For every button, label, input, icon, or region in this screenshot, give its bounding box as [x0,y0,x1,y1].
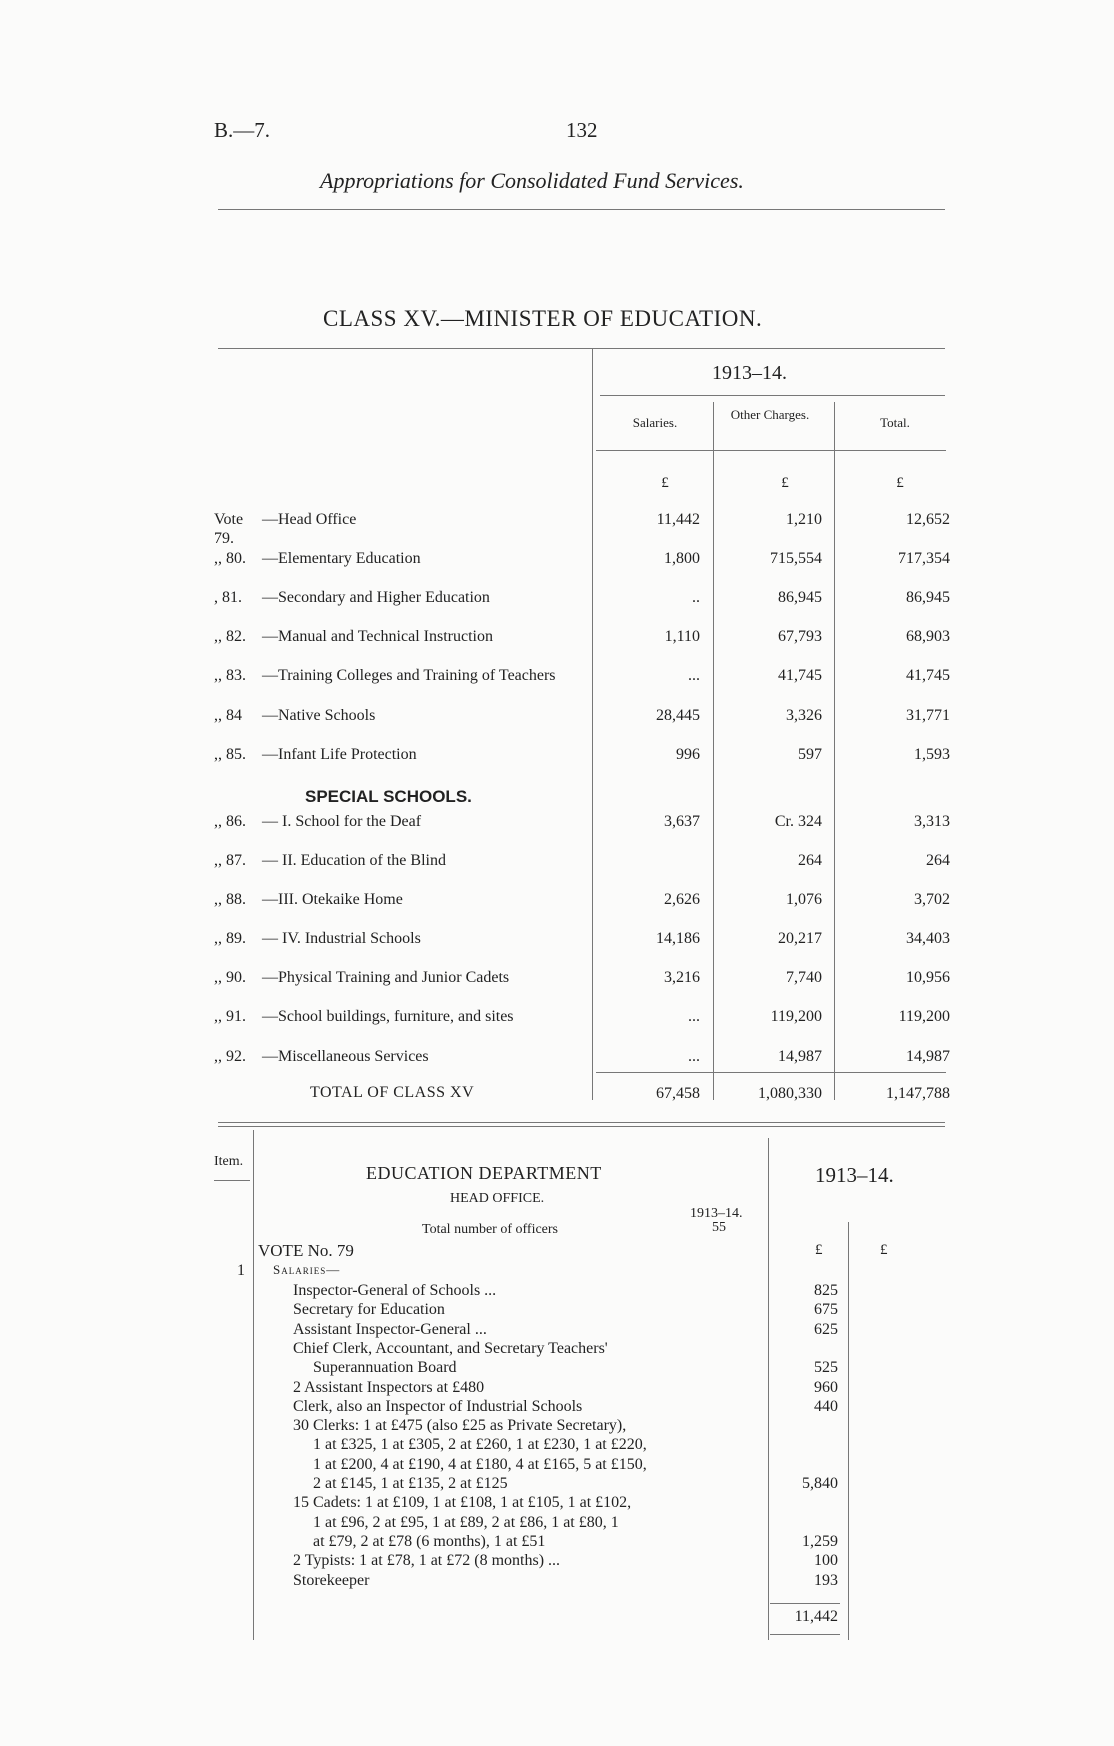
salaries-value: .. [692,589,700,606]
total-rule [596,1072,946,1073]
total-total: 1,147,788 [886,1085,950,1102]
salary-line-text: at £79, 2 at £78 (6 months), 1 at £51 [313,1532,546,1550]
page-title: Appropriations for Consolidated Fund Services. [320,168,744,193]
vote-number: Vote 79. [214,511,244,547]
total-value: 3,702 [914,891,950,908]
salary-line-text: Secretary for Education [293,1301,445,1319]
vote-label [214,706,589,725]
vote-description: —Elementary Education [262,550,421,567]
year-rule [600,395,945,396]
other-charges-value: 86,945 [778,589,822,606]
salary-line-text: Inspector-General of Schools ... [293,1282,497,1299]
total-value: 41,745 [906,667,950,684]
total-value: 68,903 [906,628,950,645]
salary-line-text: 30 Clerks: 1 at £475 (also £25 as Private Secretary), [293,1417,627,1435]
other-charges-value: 41,745 [778,667,822,684]
vote-label [214,1007,589,1026]
vote-label [214,627,589,646]
vote-label [214,510,589,548]
vote-number: ,, 80. [214,550,246,567]
vote-description: —School buildings, furniture, and sites [262,1008,514,1025]
class-title: CLASS XV.—MINISTER OF EDUCATION. [323,306,763,331]
class-table-row [0,706,1114,746]
class-table-row [0,851,1114,891]
amount-column-divider-right [848,1222,849,1640]
salary-line-text: 1 at £200, 4 at £190, 4 at £180, 4 at £165, 5 at £150, [313,1455,647,1473]
table-bottom-rule [218,1122,945,1123]
class-table-row [0,510,1114,550]
item-column-divider [253,1130,254,1640]
salaries-value: 3,637 [664,813,700,830]
other-charges-value: 14,987 [778,1048,822,1065]
total-other: 1,080,330 [758,1085,822,1102]
item-number: 1 [237,1262,245,1279]
vote-description: — I. School for the Deaf [262,813,422,830]
vote-label [214,666,589,685]
vote-label [214,851,589,870]
total-salaries: 67,458 [656,1085,700,1102]
salaries-value: 28,445 [656,707,700,724]
salary-line-text: Storekeeper [293,1571,370,1589]
vote-label [214,929,589,948]
salaries-value: ... [688,1008,700,1025]
subtotal-bottom-rule [770,1634,840,1635]
salaries-value: 3,216 [664,969,700,986]
vote-description: —III. Otekaike Home [262,891,403,908]
vote-number: ,, 89. [214,930,246,947]
salaries-value: 14,186 [656,930,700,947]
other-charges-value: 1,076 [786,891,822,908]
currency-other: £ [781,475,789,491]
vote-description: —Training Colleges and Training of Teachers [262,667,556,684]
class-table-row [0,666,1114,706]
vote-label [214,890,589,909]
vote-label [214,549,589,568]
special-schools-heading: SPECIAL SCHOOLS. [305,787,472,806]
total-value: 10,956 [906,969,950,986]
subtotal-rule [770,1603,840,1604]
vote-label [214,968,589,987]
vote-label [214,588,589,607]
item-column-header: Item. [214,1154,244,1169]
col-header-total: Total. [880,415,910,430]
salaries-value: 2,626 [664,891,700,908]
other-charges-value: 264 [798,852,822,869]
officers-year: 1913–14. [690,1206,743,1221]
vote-description: —Native Schools [262,707,376,724]
salaries-subtotal: 11,442 [794,1608,838,1625]
currency-total: £ [896,475,904,491]
vote-heading: VOTE No. 79 [258,1241,354,1260]
salary-line-amount: 440 [814,1397,838,1415]
vote-number: ,, 86. [214,813,246,830]
salaries-value: ... [688,667,700,684]
vote-description: — II. Education of the Blind [262,852,446,869]
class-table-row [0,1047,1114,1087]
other-charges-value: 67,793 [778,628,822,645]
other-charges-value: 20,217 [778,930,822,947]
vote-number: ,, 82. [214,628,246,645]
salary-line-text: Assistant Inspector-General ... [293,1320,487,1338]
vote-description: —Infant Life Protection [262,746,417,763]
officers-label: Total number of officers [422,1222,558,1237]
other-charges-value: 715,554 [770,550,822,567]
salary-line-text: 2 at £145, 1 at £135, 2 at £125 [313,1475,508,1492]
department-title: EDUCATION DEPARTMENT [366,1163,602,1183]
vote-description: —Manual and Technical Instruction [262,628,493,645]
table-year: 1913–14. [712,362,787,384]
total-value: 14,987 [906,1048,950,1065]
salary-line-text: 15 Cadets: 1 at £109, 1 at £108, 1 at £105, 1 at £102, [293,1494,632,1512]
class-table-row [0,588,1114,628]
class-table-row [0,745,1114,785]
total-value: 12,652 [906,511,950,528]
other-charges-value: 597 [798,746,822,763]
salary-line-amount: 625 [814,1320,838,1338]
document-reference: B.—7. [214,118,271,142]
salary-line-text: 1 at £325, 1 at £305, 2 at £260, 1 at £230, 1 at £220, [313,1436,647,1454]
vote-label [214,745,589,764]
salary-line-amount: 525 [814,1359,838,1377]
vote-description: — IV. Industrial Schools [262,930,421,947]
table-bottom-rule-2 [218,1126,945,1127]
class-table-row [0,929,1114,969]
vote-number: ,, 84 [214,707,242,724]
class-table-row [0,812,1114,852]
head-office-title: HEAD OFFICE. [450,1191,545,1206]
vote-number: , 81. [214,589,242,606]
salary-line-text: 2 Typists: 1 at £78, 1 at £72 (8 months) ... [293,1552,561,1570]
vote-description: —Physical Training and Junior Cadets [262,969,510,986]
col-header-salaries: Salaries. [632,415,678,430]
total-value: 264 [926,852,950,869]
vote-description: —Head Office [262,511,357,528]
other-charges-value: 3,326 [786,707,822,724]
total-value: 119,200 [898,1008,950,1025]
currency-salaries: £ [661,475,669,491]
vote-description: —Secondary and Higher Education [262,589,490,606]
dept-currency-1: £ [815,1242,823,1258]
salary-line-text: Chief Clerk, Accountant, and Secretary Teachers' [293,1339,608,1357]
salary-line-amount: 1,259 [802,1532,838,1550]
salary-line-text: 1 at £96, 2 at £95, 1 at £89, 2 at £86, 1 at £80, 1 [313,1513,619,1531]
vote-number: ,, 92. [214,1048,246,1065]
class-table-row [0,968,1114,1008]
vote-label [214,812,589,831]
salary-line-amount: 675 [814,1301,838,1319]
salaries-value: 11,442 [656,511,700,528]
vote-number: ,, 83. [214,667,246,684]
total-row [0,1084,1114,1124]
total-value: 31,771 [906,707,950,724]
salary-line-amount: 5,840 [802,1475,838,1492]
dept-currency-2: £ [880,1242,888,1258]
total-label: TOTAL OF CLASS XV [310,1084,475,1101]
col-header-rule [596,450,946,451]
total-value: 717,354 [898,550,950,567]
salaries-value: 1,800 [664,550,700,567]
salaries-value: 996 [676,746,700,763]
officers-count: 55 [712,1220,726,1235]
col-header-other: Other Charges. [730,407,810,422]
amount-column-divider-left [768,1138,769,1640]
salary-line-amount: 193 [814,1571,838,1589]
salary-line-amount: 825 [814,1282,838,1299]
other-charges-value: Cr. 324 [774,813,822,830]
class-table-row [0,1007,1114,1047]
salary-line-text: 2 Assistant Inspectors at £480 [293,1378,485,1396]
salaries-value: 1,110 [664,628,700,645]
salary-line-amount: 960 [814,1378,838,1396]
salary-line-text: Superannuation Board [313,1359,457,1377]
total-value: 34,403 [906,930,950,947]
total-value: 86,945 [906,589,950,606]
class-table-row [0,890,1114,930]
class-table-row [0,627,1114,667]
vote-number: ,, 87. [214,852,246,869]
class-table-row [0,549,1114,589]
salaries-value: ... [688,1048,700,1065]
table-top-rule [218,348,945,349]
vote-number: ,, 90. [214,969,246,986]
header-rule [218,209,945,210]
salaries-heading: Salaries— [273,1262,341,1277]
item-header-rule [214,1180,250,1181]
vote-label [214,1047,589,1066]
vote-description: —Miscellaneous Services [262,1048,429,1065]
total-value: 1,593 [914,746,950,763]
vote-number: ,, 88. [214,891,246,908]
other-charges-value: 119,200 [770,1008,822,1025]
salary-line-amount: 100 [814,1552,838,1570]
other-charges-value: 1,210 [786,511,822,528]
department-year: 1913–14. [815,1163,894,1187]
other-charges-value: 7,740 [786,969,822,986]
vote-number: ,, 85. [214,746,246,763]
vote-number: ,, 91. [214,1008,246,1025]
page-number: 132 [566,118,598,142]
salary-line-text: Clerk, also an Inspector of Industrial Schools [293,1397,583,1415]
total-value: 3,313 [914,813,950,830]
